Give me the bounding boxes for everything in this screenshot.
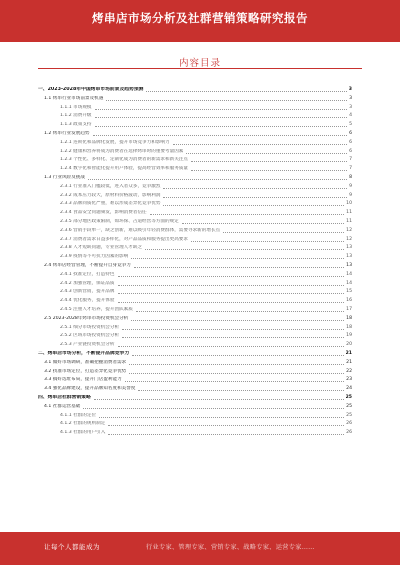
toc-entry-page: 3 xyxy=(349,104,352,110)
toc-entry-text: 二、烤串店市场分析，不断提升品牌竞争力 xyxy=(38,351,130,356)
toc-entry[interactable] xyxy=(60,323,352,331)
toc-entry[interactable] xyxy=(60,428,352,436)
toc-dot-leader xyxy=(146,91,346,92)
toc-entry-text: 4.1.2 社群的规则制定 xyxy=(60,421,106,427)
toc-entry-text: 2.4.5 注重人才培养，提升团队素质 xyxy=(60,307,133,312)
toc-entry-text: 2.3.2 成本压力较大，原材料价格波动，影响利润 xyxy=(60,192,161,198)
toc-entry[interactable] xyxy=(60,217,352,225)
toc-entry-page: 13 xyxy=(346,254,352,260)
toc-entry[interactable] xyxy=(60,120,352,128)
toc-entry-text: 2.5 2023-2028年烤串市场投资机会分析 xyxy=(44,315,129,321)
toc-entry[interactable] xyxy=(44,129,352,137)
toc-entry-page: 7 xyxy=(349,166,352,172)
toc-dot-leader xyxy=(163,188,347,189)
toc-entry-text: 1.2 烤串行业发展趋势 xyxy=(44,131,90,136)
toc-dot-leader xyxy=(191,241,344,242)
toc-entry-page: 18 xyxy=(346,315,352,321)
toc-entry-page: 20 xyxy=(346,342,352,348)
toc-entry-text: 4.1.3 社群的用户引入 xyxy=(60,430,106,436)
toc-entry-text: 4.1 社群运营基础 xyxy=(44,403,81,409)
toc-dot-leader xyxy=(94,399,344,400)
toc-entry-text: 1.1 烤串行业市场前景及机遇 xyxy=(44,95,104,101)
toc-entry[interactable] xyxy=(38,393,352,401)
toc-entry-page: 12 xyxy=(346,236,352,242)
toc-entry-text: 1.2.1 连锁化和品牌化发展，提升市场竞争力和影响力 xyxy=(60,139,170,145)
toc-entry-page: 6 xyxy=(349,139,352,145)
toc-entry[interactable] xyxy=(60,155,352,163)
toc-entry-page: 4 xyxy=(349,113,352,119)
toc-dot-leader xyxy=(134,267,344,268)
toc-entry-text: 1.1.1 市场规模 xyxy=(60,104,92,110)
toc-dot-leader xyxy=(129,373,344,374)
toc-dot-leader xyxy=(108,434,344,435)
toc-dot-leader xyxy=(99,417,344,418)
toc-entry-text: 1.2.4 数字化和智能化提升用户体验，提高经营效率和服务质量 xyxy=(60,166,188,172)
toc-entry[interactable] xyxy=(60,138,352,146)
toc-title-divider xyxy=(38,68,362,69)
toc-entry[interactable] xyxy=(60,252,352,260)
toc-entry[interactable] xyxy=(60,208,352,216)
toc-dot-leader xyxy=(131,320,344,321)
toc-dot-leader xyxy=(118,346,345,347)
toc-entry-page: 6 xyxy=(349,131,352,136)
toc-entry[interactable] xyxy=(44,94,352,102)
toc-entry-page: 8 xyxy=(349,175,352,180)
toc-dot-leader xyxy=(191,170,347,171)
toc-entry-text: 2.5.2 区域市场投资机会分析 xyxy=(60,333,120,339)
toc-entry-page: 17 xyxy=(346,307,352,312)
toc-entry-text: 2.3.1 行业准入门槛较低，进入者众多，竞争激烈 xyxy=(60,183,161,189)
toc-entry-text: 1.1.2 消费升级 xyxy=(60,113,92,119)
toc-entry-text: 3.3 搞好选址布局，提升门店盈利能力 xyxy=(44,377,122,383)
toc-dot-leader xyxy=(95,117,348,118)
report-title: 烤串店市场分析及社群营销策略研究报告 xyxy=(92,11,308,25)
toc-entry-page: 25 xyxy=(346,403,352,409)
toc-dot-leader xyxy=(122,329,344,330)
toc-entry-page: 26 xyxy=(346,421,352,427)
toc-entry-text: 1.2.2 健康和营养将成为消费者在选择烤串时的重要考量因素 xyxy=(60,148,184,154)
toc-dot-leader xyxy=(88,179,347,180)
toc-entry-text: 2.4.4 优化服务，提升体验 xyxy=(60,298,115,304)
toc-entry-text: 2.5.3 产业链投资机会分析 xyxy=(60,342,115,348)
toc-dot-leader xyxy=(182,223,344,224)
toc-entry-text: 1.2.3 个性化、多样化、定制化成为消费者的新需求和新关注点 xyxy=(60,157,188,163)
toc-dot-leader xyxy=(118,293,345,294)
toc-dot-leader xyxy=(150,214,344,215)
toc-title: 内容目录 xyxy=(178,58,221,69)
toc-dot-leader xyxy=(95,109,348,110)
toc-entry-page: 25 xyxy=(345,395,352,400)
toc-entry[interactable] xyxy=(60,340,352,348)
toc-entry-text: 3.4 强化品牌建设，提升品牌知名度和美誉度 xyxy=(44,386,136,392)
toc-dot-leader xyxy=(122,337,344,338)
toc-entry-page: 11 xyxy=(346,210,352,216)
toc-entry-page: 10 xyxy=(346,201,352,207)
toc-entry[interactable] xyxy=(60,419,352,427)
toc-entry[interactable] xyxy=(60,270,352,278)
toc-dot-leader xyxy=(223,232,344,233)
toc-dot-leader xyxy=(108,425,344,426)
toc-entry-text: 2.4 烤串店经营管理，不断提升自身竞争力 xyxy=(44,263,131,268)
toc-dot-leader xyxy=(129,364,344,365)
toc-entry-page: 18 xyxy=(346,324,352,330)
toc-entry-page: 26 xyxy=(346,430,352,436)
toc-entry[interactable] xyxy=(38,85,352,93)
toc-dot-leader xyxy=(138,390,344,391)
report-footer-banner xyxy=(0,532,400,565)
toc-entry-text: 2.4.3 创新营销，提升品牌 xyxy=(60,289,115,295)
toc-dot-leader xyxy=(191,161,347,162)
toc-entry-page: 6 xyxy=(349,148,352,154)
toc-entry[interactable] xyxy=(60,287,352,295)
toc-entry-text: 四、烤串店社群营销策略 xyxy=(38,395,91,400)
toc-entry-page: 14 xyxy=(346,280,352,286)
toc-dot-leader xyxy=(118,285,345,286)
toc-entry[interactable] xyxy=(60,296,352,304)
toc-entry-text: 2.3.8 人才短缺问题，专业管理人才缺乏 xyxy=(60,245,143,251)
toc-entry-page: 16 xyxy=(346,298,352,304)
toc-entry-page: 3 xyxy=(349,95,352,101)
toc-dot-leader xyxy=(125,381,344,382)
toc-entry-text: 2.3.4 食品安全问题频发，影响消费者信任 xyxy=(60,210,147,216)
toc-entry-text: 4.1.1 社群的定位 xyxy=(60,412,97,418)
toc-entry[interactable] xyxy=(44,402,352,410)
toc-entry[interactable] xyxy=(44,314,352,322)
toc-entry-page: 13 xyxy=(346,245,352,251)
toc-dot-leader xyxy=(106,100,347,101)
toc-entry[interactable] xyxy=(60,199,352,207)
toc-dot-leader xyxy=(118,302,345,303)
toc-entry-text: 2.4.1 找准定位，打造特色 xyxy=(60,271,115,277)
toc-dot-leader xyxy=(93,135,348,136)
toc-entry-page: 5 xyxy=(349,122,352,128)
toc-dot-leader xyxy=(145,249,344,250)
toc-entry[interactable] xyxy=(60,411,352,419)
toc-entry-text: 2.3.9 疫情等不可抗力因素的影响 xyxy=(60,254,129,260)
toc-entry-text: 2.4.2 加强管理，保证品质 xyxy=(60,280,115,286)
toc-entry-text: 2.3.6 营销手段单一，缺乏创新，难以吸引年轻消费群体，需要寻求新的增长点 xyxy=(60,227,221,233)
toc-entry-page: 7 xyxy=(349,157,352,163)
toc-entry-text: 1.3 行业风险及挑战 xyxy=(44,175,85,180)
toc-entry[interactable] xyxy=(44,375,352,383)
toc-entry-page: 13 xyxy=(346,263,352,268)
toc-entry-text: 一、2023-2028年中国烤串市场前景及趋势预测 xyxy=(38,87,144,92)
toc-entry-page: 9 xyxy=(349,183,352,189)
report-header-banner xyxy=(0,0,400,42)
footer-slogan: 让每个人都能成为 xyxy=(44,543,100,551)
toc-entry[interactable] xyxy=(44,367,352,375)
toc-entry-page: 14 xyxy=(346,271,352,277)
toc-entry[interactable] xyxy=(60,164,352,172)
toc-entry-page: 22 xyxy=(346,368,352,374)
toc-entry-page: 3 xyxy=(348,87,352,92)
toc-entry[interactable] xyxy=(44,261,352,269)
toc-dot-leader xyxy=(136,311,344,312)
toc-entry-text: 3.2 找准市场定位，打造差异化竞争优势 xyxy=(44,368,127,374)
toc-entry[interactable] xyxy=(60,305,352,313)
toc-entry[interactable] xyxy=(60,103,352,111)
toc-entry[interactable] xyxy=(60,235,352,243)
toc-entry[interactable] xyxy=(60,243,352,251)
toc-entry[interactable] xyxy=(38,349,352,357)
toc-entry[interactable] xyxy=(60,226,352,234)
toc-dot-leader xyxy=(163,197,347,198)
toc-dot-leader xyxy=(118,276,345,277)
toc-entry-text: 3.1 做好市场调研，准确把握消费者需求 xyxy=(44,359,127,365)
toc-entry-page: 19 xyxy=(346,333,352,339)
toc-entry-page: 23 xyxy=(346,377,352,383)
toc-entry[interactable] xyxy=(60,182,352,190)
footer-experts-list: 行业专家、管理专家、营销专家、战略专家、运营专家…… xyxy=(146,544,315,551)
toc-entry[interactable] xyxy=(44,384,352,392)
toc-entry[interactable] xyxy=(60,331,352,339)
toc-dot-leader xyxy=(131,258,344,259)
toc-dot-leader xyxy=(186,153,347,154)
toc-dot-leader xyxy=(173,144,347,145)
toc-entry-page: 9 xyxy=(349,192,352,198)
toc-entry-page: 15 xyxy=(346,289,352,295)
toc-entry-page: 12 xyxy=(346,227,352,233)
toc-entry[interactable] xyxy=(60,191,352,199)
toc-dot-leader xyxy=(132,355,343,356)
toc-entry-text: 2.3.7 消费者需求日益多样化，对产品品质和服务提出更高要求 xyxy=(60,236,188,242)
toc-entry[interactable] xyxy=(44,358,352,366)
toc-entry[interactable] xyxy=(60,147,352,155)
toc-entry-text: 1.1.3 政策支持 xyxy=(60,122,92,128)
toc-dot-leader xyxy=(83,408,344,409)
toc-entry-text: 2.3.5 部分地区政策限制，如环保、占道经营等方面的规定 xyxy=(60,219,179,224)
toc-entry-page: 21 xyxy=(345,351,352,356)
toc-entry-page: 11 xyxy=(346,219,352,224)
toc-entry-text: 2.5.1 细分市场投资机会分析 xyxy=(60,324,120,330)
toc-entry[interactable] xyxy=(60,279,352,287)
toc-dot-leader xyxy=(95,126,348,127)
toc-entry-text: 2.3.3 品牌同质化严重，难以形成差异化竞争优势 xyxy=(60,201,161,207)
toc-entry-page: 24 xyxy=(346,386,352,392)
toc-entry-page: 21 xyxy=(346,359,352,365)
toc-dot-leader xyxy=(163,205,344,206)
toc-entry[interactable] xyxy=(44,173,352,181)
toc-entry-page: 25 xyxy=(346,412,352,418)
toc-entry[interactable] xyxy=(60,111,352,119)
